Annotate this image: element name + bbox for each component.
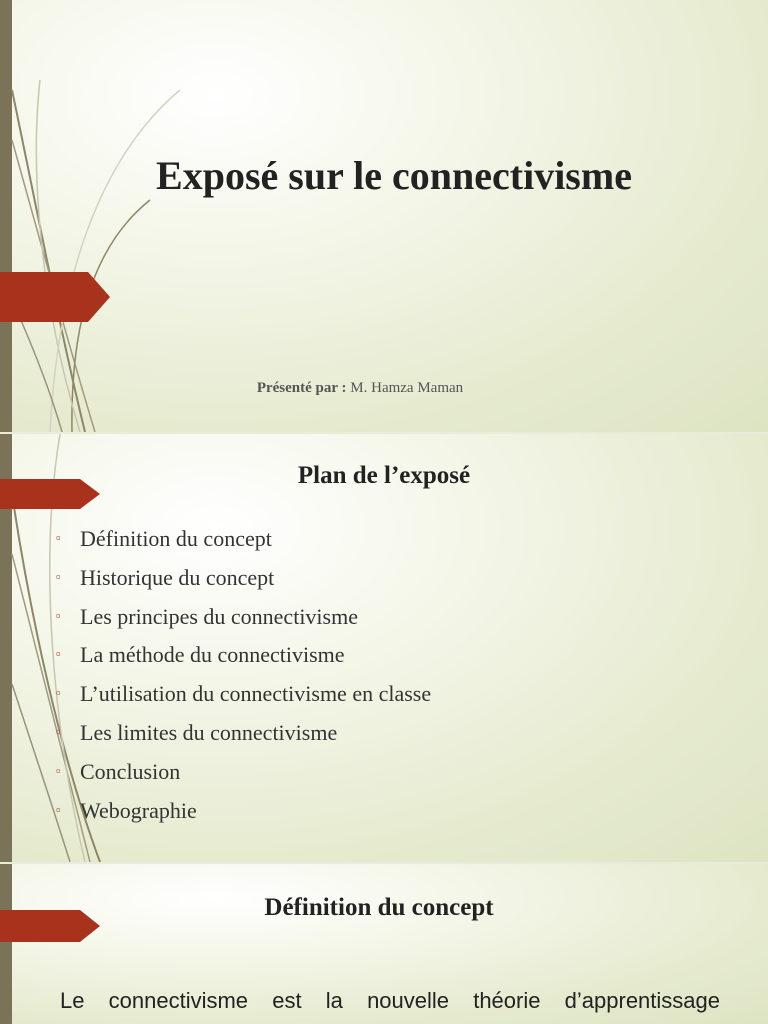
list-item [56,638,431,677]
list-item [56,677,431,716]
square-bullet-icon: ▫ [56,801,61,817]
list-item-label: Les principes du connectivisme [80,603,358,629]
list-item-label: Définition du concept [80,526,272,551]
list-item-label: La méthode du connectivisme [80,642,345,668]
square-bullet-icon: ▫ [56,530,61,545]
slide-plan [0,434,768,862]
list-item [56,600,431,639]
list-item-label: Historique du concept [80,564,275,590]
accent-tab [0,272,110,322]
presenter-label: Présenté par : [256,380,347,396]
square-bullet-icon: ▫ [56,607,61,623]
list-item [56,522,431,561]
list-item-label: Webographie [80,797,197,823]
square-bullet-icon: ▫ [56,568,61,584]
square-bullet-icon: ▫ [56,723,61,739]
plan-list [56,522,431,832]
list-item [56,794,431,833]
list-item-label: L’utilisation du connectivisme en classe [80,681,432,707]
presenter-name: M. Hamza Maman [350,380,464,396]
square-bullet-icon: ▫ [56,685,61,701]
slide-definition [0,864,768,1024]
slide-title-heading: Exposé sur le connectivisme [156,153,632,198]
square-bullet-icon: ▫ [56,646,61,662]
list-item [56,561,431,600]
presenter-line [200,380,520,397]
definition-heading: Définition du concept [264,894,494,921]
definition-text: Le connectivisme est la nouvelle théorie d’apprentissage [60,988,720,1013]
list-item [56,755,431,794]
list-item-label: Les limites du connectivisme [80,719,338,745]
square-bullet-icon: ▫ [56,762,61,778]
decorative-swirl-icon [0,0,220,432]
plan-heading: Plan de l’exposé [297,462,471,489]
list-item-label: Conclusion [80,758,181,784]
slide-side-bar [0,864,12,1024]
slide-title [0,0,768,432]
list-item [56,716,431,755]
slide-side-bar [0,0,12,432]
